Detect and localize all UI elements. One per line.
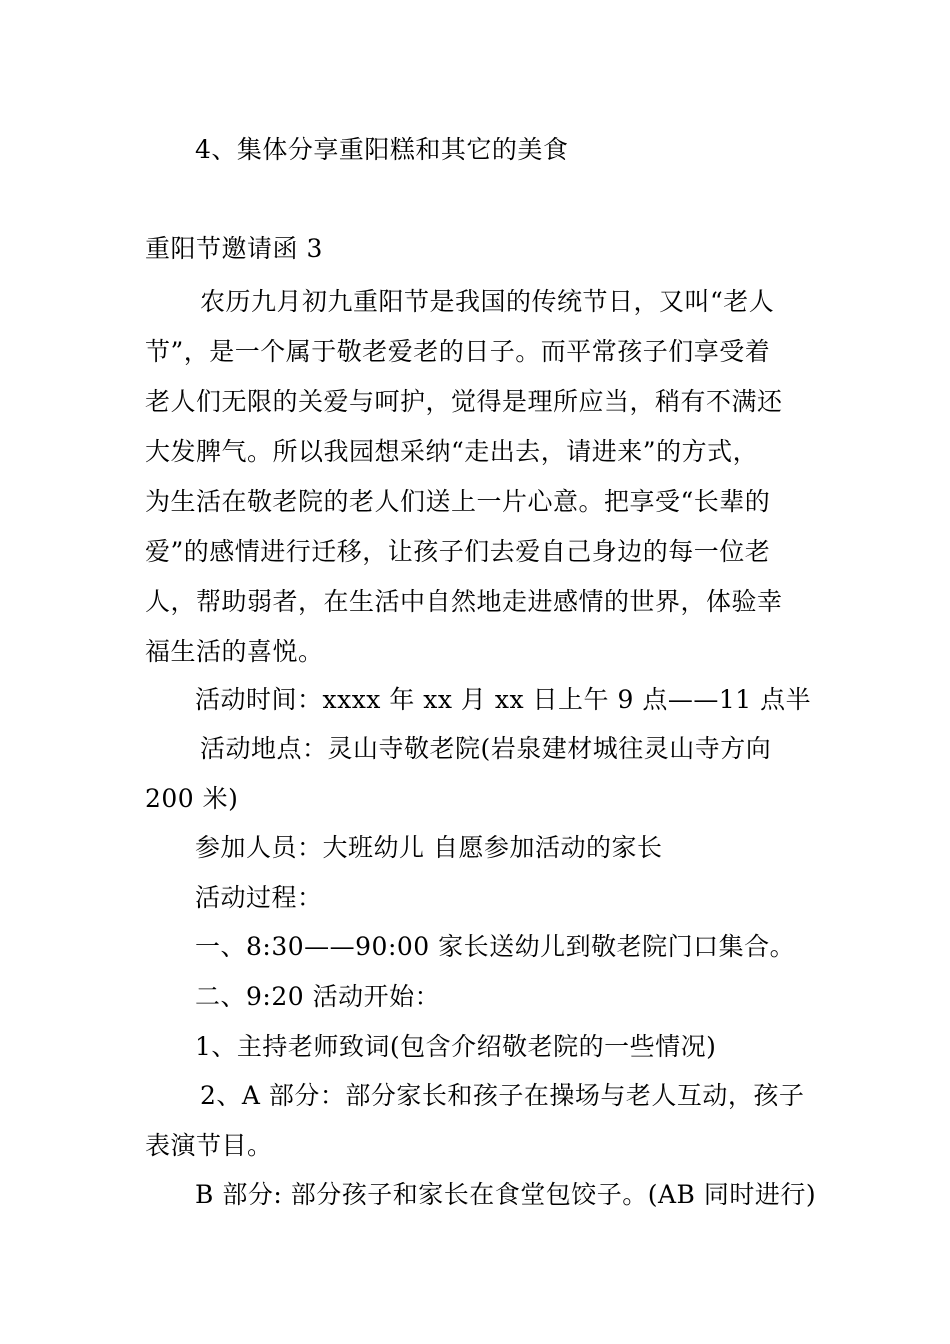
list-item-4: 4、集体分享重阳糕和其它的美食 xyxy=(195,135,569,164)
paragraph-line: 人，帮助弱者，在生活中自然地走进感情的世界，体验幸 xyxy=(145,587,783,616)
step-one: 一、8:30——90:00 家长送幼儿到敬老院门口集合。 xyxy=(195,932,796,961)
activity-location-continued: 200 米) xyxy=(145,784,239,813)
item-2: 2、A 部分：部分家长和孩子在操场与老人互动，孩子 xyxy=(200,1081,805,1110)
paragraph-line: 农历九月初九重阳节是我国的传统节日，又叫“老人 xyxy=(200,287,775,316)
paragraph-line: 老人们无限的关爱与呵护，觉得是理所应当，稍有不满还 xyxy=(145,387,783,416)
paragraph-line: 爱”的感情进行迁移，让孩子们去爱自己身边的每一位老 xyxy=(145,537,771,566)
process-heading: 活动过程： xyxy=(195,883,323,912)
part-b: B 部分: 部分孩子和家长在食堂包饺子。(AB 同时进行) xyxy=(195,1180,817,1209)
section-heading: 重阳节邀请函 3 xyxy=(145,234,323,263)
paragraph-line: 为生活在敬老院的老人们送上一片心意。把享受“长辈的 xyxy=(145,487,771,516)
step-two: 二、9:20 活动开始： xyxy=(195,982,441,1011)
participants: 参加人员：大班幼儿 自愿参加活动的家长 xyxy=(195,833,663,862)
paragraph-line: 福生活的喜悦。 xyxy=(145,637,324,666)
activity-time: 活动时间：xxxx 年 xx 月 xx 日上午 9 点——11 点半 xyxy=(195,685,812,714)
paragraph-line: 节”，是一个属于敬老爱老的日子。而平常孩子们享受着 xyxy=(145,337,771,366)
item-2-continued: 表演节目。 xyxy=(145,1131,273,1160)
activity-location: 活动地点：灵山寺敬老院(岩泉建材城往灵山寺方向 xyxy=(200,734,772,763)
item-1: 1、主持老师致词(包含介绍敬老院的一些情况) xyxy=(195,1032,717,1061)
paragraph-line: 大发脾气。所以我园想采纳“走出去，请进来”的方式， xyxy=(145,437,759,466)
